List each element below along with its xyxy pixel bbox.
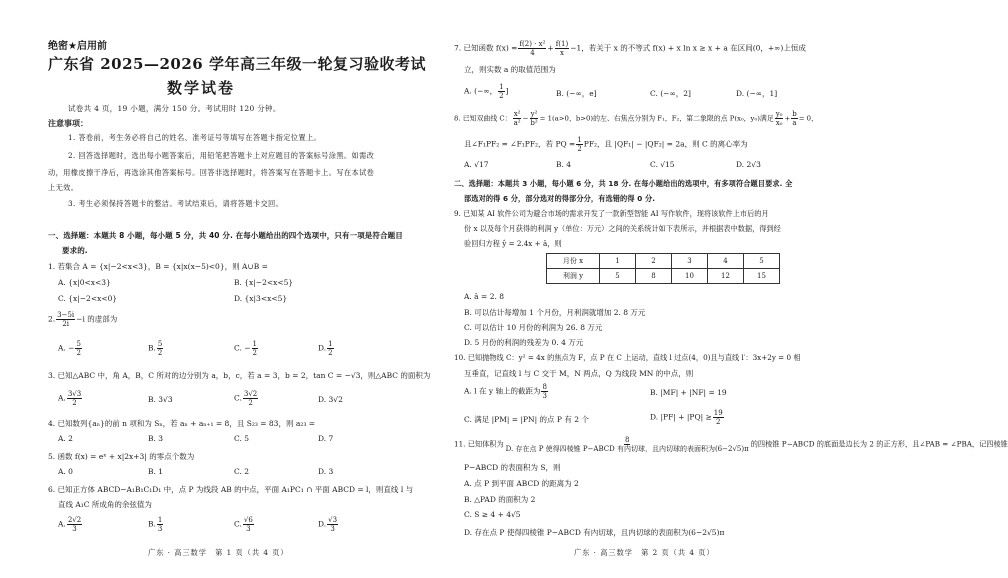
q2-stem: 2. $\frac{3-5i}{2i}$ −i 的虚部为 (48, 311, 118, 328)
q5-option-b: B. 1 (148, 467, 164, 476)
q4-stem: 4. 已知数列{aₙ}的前 n 项和为 Sₙ，若 aₙ + aₙ₊₁ = 8，且 S₂₃ = 83，则 a₂₃ = (48, 419, 315, 428)
table-cell: 15 (744, 269, 780, 284)
q10-option-b: B. |MF| + |NF| = 19 (650, 388, 727, 397)
q10-option-c: C. 满足 |PM| = |PN| 的点 P 有 2 个 (464, 415, 589, 424)
table-cell: 2 (636, 254, 672, 269)
q4-option-a: A. 2 (58, 434, 73, 443)
notice-line-4: 上无效。 (48, 183, 79, 192)
table-cell: 3 (672, 254, 708, 269)
notice-line-2: 2. 回答选择题时，选出每小题答案后，用铅笔把答题卡上对应题目的答案标号涂黑。如需改 (68, 151, 375, 160)
q8-stem-line-1: 8. 已知双曲线 C： $\frac{\text{x²}}{\text{a²}}$ − $\frac{\text{y²}}{\text{b²}}$ = 1(a>0，b>0)的左、右焦点分别为 F₁，F₂，第二象限的点 P(x₀，y₀)满足 $\frac{\text{y₀}}{\text{x₀}}$ + $\frac{b}{a}$ = 0， (454, 110, 818, 127)
table-cell: 利润 y (547, 269, 600, 284)
q9-data-table (546, 253, 780, 284)
q1-option-b: B. {x|−2<x<5} (234, 278, 294, 287)
table-cell: 5 (600, 269, 636, 284)
q5-option-d: D. 3 (318, 467, 334, 476)
q1-option-d: D. {x|3<x<5} (234, 294, 288, 303)
footer-page-1: 广东 · 高三数学 第 1 页（共 4 页） (148, 548, 289, 557)
q7-stem-line-2: 立，则实数 a 的取值范围为 (464, 65, 556, 74)
q5-option-c: C. 2 (234, 467, 250, 476)
section-1-heading-cont: 要求的. (62, 246, 88, 255)
exam-info: 试卷共 4 页，19 小题，满分 150 分。考试用时 120 分钟。 (68, 104, 281, 113)
q11-stem-line-2: P−ABCD 的表面积为 S，则 (464, 463, 561, 472)
q10-option-a: A. l 在 y 轴上的截距为 $\frac{8}{3}$ (464, 383, 547, 400)
q3-option-d: D. 3√2 (318, 395, 343, 404)
q3-option-b: B. 3√3 (148, 395, 173, 404)
q9-option-c: C. 可以估计 10 月份的利润为 26. 8 万元 (464, 323, 603, 332)
table-cell: 4 (708, 254, 744, 269)
q3-option-a: A. $\frac{3√3}{2}$ (58, 390, 82, 407)
q10-stem-line-1: 10. 已知抛物线 C：y² = 4x 的焦点为 F，点 P 在 C 上运动，直线 l 过点(4，0)且与直线 l′：3x+2y = 0 相 (454, 353, 801, 362)
table-cell: 5 (744, 254, 780, 269)
footer-page-2: 广东 · 高三数学 第 2 页（共 4 页） (574, 548, 715, 557)
table-cell: 12 (708, 269, 744, 284)
q3-stem: 3. 已知△ABC 中，角 A，B，C 所对的边分别为 a，b，c，若 a = 3，b = 2，tan C = −√3，则△ABC 的面积为 (48, 371, 431, 380)
table-cell: 10 (672, 269, 708, 284)
q11-option-c: C. S ≥ 4 + 4√5 (464, 510, 521, 519)
table-row (547, 269, 780, 284)
q9-option-d: D. 5 月份的利润的残差为 0. 4 万元 (464, 338, 584, 347)
q10-option-d: D. |PF| + |PQ| ≥ $\frac{19}{2}$ (650, 409, 723, 426)
q1-option-c: C. {x|−2<x<0} (58, 294, 118, 303)
section-1-heading: 一、选择题：本题共 8 小题，每小题 5 分，共 40 分. 在每小题给出的四个选项中，只有一项是符合题目 (48, 231, 403, 240)
notice-line-1: 1. 答卷前，考生务必将自己的姓名、准考证号等填写在答题卡指定位置上。 (68, 133, 322, 142)
exam-title: 广东省 2025—2026 学年高三年级一轮复习验收考试 (48, 55, 426, 73)
q8-option-a: A. √17 (464, 160, 489, 169)
table-cell: 8 (636, 269, 672, 284)
q8-stem-line-2: 且∠F₁PF₂ = ∠F₁PF₂，若 PQ = $\frac{1}{2}$ PF₂，且 |QF₁| − |QF₂| = 2a，则 C 的离心率为 (464, 136, 748, 153)
table-row (547, 254, 780, 269)
q2-option-b: B. $\frac{5}{2}$ (148, 340, 163, 357)
q4-option-d: D. 7 (318, 434, 334, 443)
q7-option-b: B. (−∞，e] (556, 89, 597, 98)
q1-option-a: A. {x|0<x<3} (58, 278, 111, 287)
section-2-heading-cont: 部选对的得 6 分，部分选对的得部分分，有选错的得 0 分. (464, 194, 656, 203)
q8-option-c: C. √15 (650, 160, 675, 169)
q8-option-b: B. 4 (556, 160, 572, 169)
q11-stem-line-1: 11. 已知体积为 $\frac{8}{\text{D. 存在点 P 使得四棱锥 P−ABCD 有内切球，且内切球的表面积为(6−2√5)π}}$ 的四棱锥 P−ABCD 的底面是边长为 2 的正方形，且∠PAB = ∠PBA，记四棱锥 (454, 436, 1008, 453)
q9-option-b: B. 可以估计每增加 1 个月份，月利润就增加 2. 8 万元 (464, 308, 646, 317)
q9-stem-line-2: 份 x 以及每个月获得的利润 y（单位：万元）之间的关系统计如下表所示，并根据表中数据，得到经 (464, 224, 781, 233)
notice-line-5: 3. 考生必须保持答题卡的整洁。考试结束后，请将答题卡交回。 (68, 199, 284, 208)
exam-subject: 数学试卷 (167, 79, 236, 97)
q3-option-c: C. $\frac{3√2}{2}$ (234, 390, 258, 407)
q9-option-a: A. â = 2. 8 (464, 292, 505, 301)
q6-option-b: B. $\frac{1}{3}$ (148, 516, 163, 533)
q7-stem-line-1: 7. 已知函数 f(x) = $\frac{\text{f(2) · x²}}{4}$ + $\frac{f(1)}{x}$ −1，若关于 x 的不等式 f(x) + x ln x ≥ x + a 在区间(0，+∞)上恒成 (454, 40, 806, 57)
q9-stem-line-3: 验回归方程 ŷ = 2.4x + â，则 (464, 239, 562, 248)
notice-line-3: 动，用橡皮擦干净后，再选涂其他答案标号。回答非选择题时，将答案写在答题卡上。写在本试卷 (48, 168, 375, 177)
q6-stem-line-2: 直线 A₁C 所成角的余弦值为 (58, 500, 152, 509)
q7-option-a: A. (−∞， $\frac{1}{2}$ ] (464, 83, 509, 100)
q2-option-d: D. $\frac{1}{2}$ (318, 340, 333, 357)
left-page (0, 0, 430, 578)
q6-option-c: C. $\frac{√6}{3}$ (234, 516, 253, 533)
q5-stem: 5. 函数 f(x) = eˣ + x|2x+3| 的零点个数为 (48, 452, 195, 461)
q4-option-b: B. 3 (148, 434, 164, 443)
q7-option-c: C. (−∞，2] (650, 89, 691, 98)
q6-option-a: A. $\frac{2√2}{3}$ (58, 516, 82, 533)
q4-option-c: C. 5 (234, 434, 250, 443)
q10-stem-line-2: 互垂直，记直线 l 与 C 交于 M，N 两点，Q 为线段 MN 的中点，则 (464, 369, 694, 378)
q6-stem-line-1: 6. 已知正方体 ABCD−A₁B₁C₁D₁ 中，点 P 为线段 AB 的中点，平面 A₁PC₁ ∩ 平面 ABCD = l，则直线 l 与 (48, 485, 414, 494)
q2-option-a: A. − $\frac{5}{2}$ (58, 340, 81, 357)
table-cell: 月份 x (547, 254, 600, 269)
q5-option-a: A. 0 (58, 467, 73, 476)
q9-stem-line-1: 9. 已知某 AI 软件公司为避合市场的需求开发了一款新型智能 AI 写作软件，现将该软件上市后的月 (454, 209, 769, 218)
q8-option-d: D. 2√3 (736, 160, 761, 169)
q11-option-a: A. 点 P 到平面 ABCD 的距离为 2 (464, 479, 579, 488)
q7-option-d: D. (−∞，1] (736, 89, 778, 98)
q11-option-b: B. △PAD 的面积为 2 (464, 495, 536, 504)
notice-title: 注意事项： (48, 119, 88, 128)
q11-option-d: D. 存在点 P 使得四棱锥 P−ABCD 有内切球，且内切球的表面积为(6−2√5)π (464, 528, 725, 537)
q1-stem: 1. 若集合 A = {x|−2<x<3}，B = {x|x(x−5)<0}，则 A∪B = (48, 262, 268, 271)
q2-option-c: C. − $\frac{1}{2}$ (234, 340, 257, 357)
q6-option-d: D. $\frac{√3}{3}$ (318, 516, 338, 533)
section-2-heading: 二、选择题：本题共 3 小题，每小题 6 分，共 18 分. 在每小题给出的选项中，有多项符合题目要求. 全 (454, 179, 793, 188)
confidential-mark: 绝密★启用前 (48, 41, 107, 52)
table-cell: 1 (600, 254, 636, 269)
